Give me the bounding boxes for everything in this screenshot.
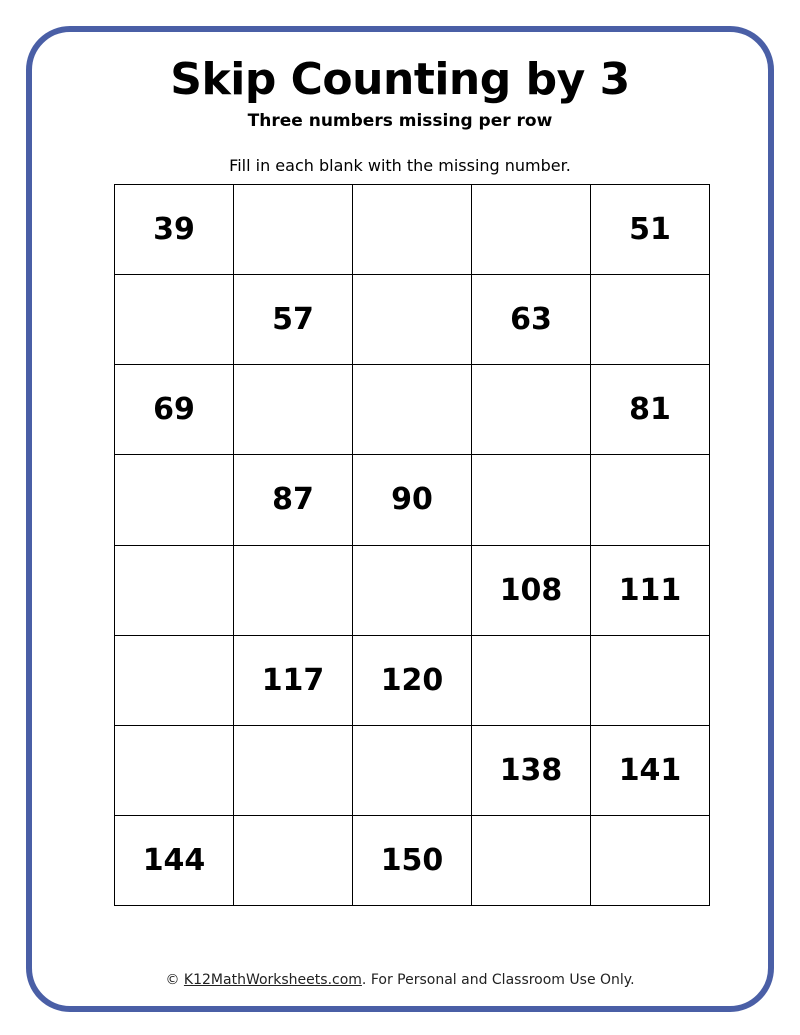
grid-cell-blank[interactable]: [234, 815, 353, 905]
grid-cell-blank[interactable]: [591, 455, 710, 545]
copyright-symbol: ©: [165, 972, 180, 988]
grid-row: [115, 725, 710, 815]
grid-cell-number: 108: [472, 545, 591, 635]
grid-cell-number: 138: [472, 725, 591, 815]
grid-cell-blank[interactable]: [234, 725, 353, 815]
worksheet-instructions: Fill in each blank with the missing number.: [229, 156, 571, 175]
grid-row: [115, 635, 710, 725]
grid-cell-blank[interactable]: [115, 455, 234, 545]
grid-cell-blank[interactable]: [353, 275, 472, 365]
worksheet-title: Skip Counting by 3: [170, 54, 630, 105]
grid-cell-blank[interactable]: [115, 725, 234, 815]
grid-cell-blank[interactable]: [472, 365, 591, 455]
footer: [0, 970, 800, 990]
grid-cell-number: 63: [472, 275, 591, 365]
grid-cell-blank[interactable]: [353, 185, 472, 275]
grid-cell-number: 120: [353, 635, 472, 725]
worksheet-subtitle: Three numbers missing per row: [247, 111, 553, 131]
grid-cell-number: 51: [591, 185, 710, 275]
grid-cell-blank[interactable]: [353, 365, 472, 455]
grid-cell-number: 117: [234, 635, 353, 725]
grid-row: [115, 275, 710, 365]
grid-row: [115, 545, 710, 635]
grid-cell-number: 141: [591, 725, 710, 815]
grid-cell-blank[interactable]: [353, 545, 472, 635]
grid-cell-blank[interactable]: [115, 635, 234, 725]
site-link[interactable]: K12MathWorksheets.com: [183, 972, 362, 988]
grid-cell-number: 57: [234, 275, 353, 365]
grid-row: [115, 455, 710, 545]
grid-cell-number: 81: [591, 365, 710, 455]
grid-cell-blank[interactable]: [115, 275, 234, 365]
grid-cell-number: 150: [353, 815, 472, 905]
grid-cell-blank[interactable]: [115, 545, 234, 635]
grid-row: [115, 365, 710, 455]
grid-cell-blank[interactable]: [234, 545, 353, 635]
grid-cell-blank[interactable]: [472, 185, 591, 275]
grid-cell-blank[interactable]: [234, 365, 353, 455]
grid-cell-blank[interactable]: [591, 815, 710, 905]
grid-cell-number: 111: [591, 545, 710, 635]
grid-row: [115, 815, 710, 905]
grid-cell-blank[interactable]: [353, 725, 472, 815]
footer-notice: . For Personal and Classroom Use Only.: [361, 972, 635, 988]
number-grid: [114, 184, 710, 906]
grid-cell-blank[interactable]: [472, 815, 591, 905]
grid-cell-number: 90: [353, 455, 472, 545]
grid-row: [115, 185, 710, 275]
grid-cell-blank[interactable]: [472, 635, 591, 725]
grid-cell-blank[interactable]: [234, 185, 353, 275]
grid-cell-blank[interactable]: [591, 635, 710, 725]
grid-cell-blank[interactable]: [591, 275, 710, 365]
grid-cell-number: 39: [115, 185, 234, 275]
grid-cell-blank[interactable]: [472, 455, 591, 545]
grid-cell-number: 144: [115, 815, 234, 905]
grid-cell-number: 69: [115, 365, 234, 455]
grid-cell-number: 87: [234, 455, 353, 545]
